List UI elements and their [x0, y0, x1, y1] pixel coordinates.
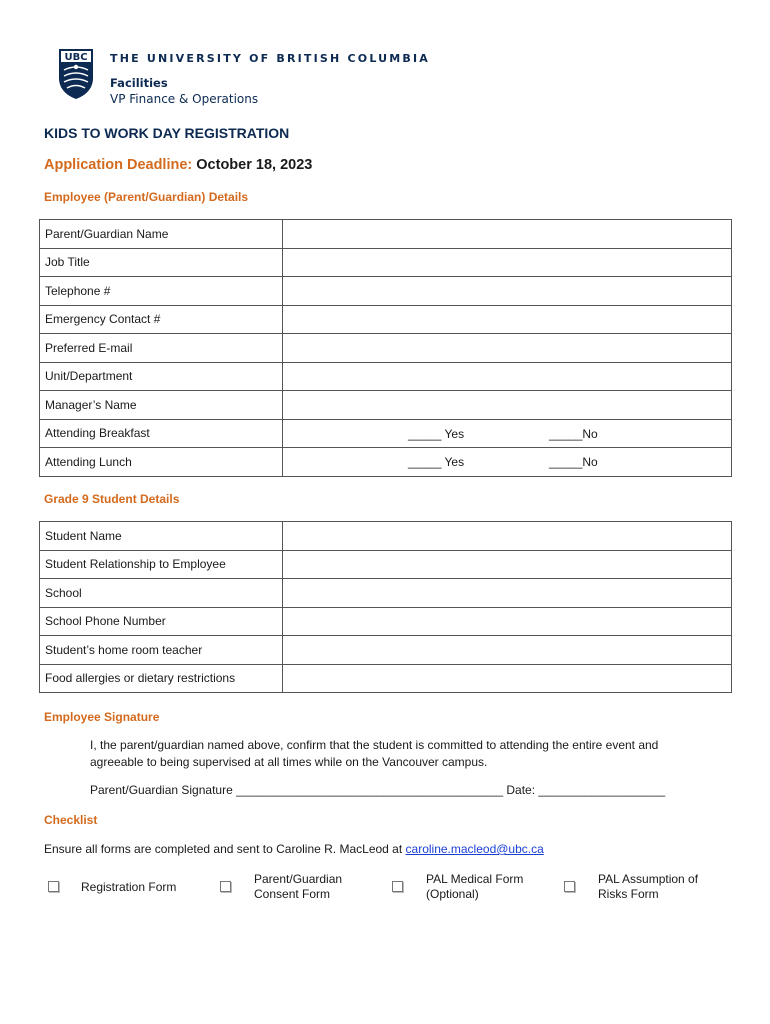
consent-form-checkbox[interactable] — [220, 881, 231, 892]
table-row — [40, 550, 732, 579]
table-row — [40, 522, 732, 551]
row-label: Emergency Contact # — [40, 305, 283, 334]
breakfast-no-option[interactable]: _____No — [549, 426, 598, 441]
row-label: Preferred E-mail — [40, 334, 283, 363]
job-title-field[interactable] — [283, 248, 732, 277]
ubc-crest-logo — [58, 48, 94, 100]
signature-section-heading: Employee Signature — [44, 710, 160, 724]
homeroom-teacher-field[interactable] — [283, 636, 732, 665]
lunch-choice-cell — [283, 448, 732, 477]
emergency-contact-field[interactable] — [283, 305, 732, 334]
logo-text: UBC — [64, 52, 88, 63]
table-row — [40, 220, 732, 249]
row-label: Job Title — [40, 248, 283, 277]
lunch-yes-option[interactable]: _____ Yes — [408, 455, 465, 469]
breakfast-choice-cell — [283, 419, 732, 448]
assumption-of-risks-label: PAL Assumption of Risks Form — [598, 872, 699, 901]
row-label: Student’s home room teacher — [40, 636, 283, 665]
parent-statement: I, the parent/guardian named above, confirm that the student is committed to attending the entire event and agreeable to being supervised at all times while on the Vancouver campus. — [90, 738, 659, 769]
school-field[interactable] — [283, 579, 732, 608]
parent-name-field[interactable] — [283, 220, 732, 249]
student-section-heading: Grade 9 Student Details — [44, 492, 180, 506]
division-name: VP Finance & Operations — [110, 92, 259, 106]
row-label: Telephone # — [40, 277, 283, 306]
employee-details-table — [39, 219, 732, 477]
university-name: THE UNIVERSITY OF BRITISH COLUMBIA — [110, 52, 431, 65]
department-name: Facilities — [110, 76, 168, 90]
student-details-table — [39, 521, 732, 693]
unit-department-field[interactable] — [283, 362, 732, 391]
employee-section-heading: Employee (Parent/Guardian) Details — [44, 190, 249, 204]
deadline-label: Application Deadline: — [44, 157, 193, 173]
email-field[interactable] — [283, 334, 732, 363]
checklist-heading: Checklist — [44, 813, 98, 827]
manager-name-field[interactable] — [283, 391, 732, 420]
row-label: Attending Lunch — [40, 448, 283, 477]
food-allergies-field[interactable] — [283, 664, 732, 693]
medical-form-label: PAL Medical Form (Optional) — [426, 872, 524, 901]
table-row — [40, 419, 732, 448]
row-label: Unit/Department — [40, 362, 283, 391]
assumption-of-risks-checkbox[interactable] — [564, 881, 575, 892]
instruction-text: Ensure all forms are completed and sent to Caroline R. MacLeod at — [44, 842, 403, 856]
row-label: Attending Breakfast — [40, 419, 283, 448]
table-row — [40, 277, 732, 306]
breakfast-yes-option[interactable]: _____ Yes — [408, 426, 465, 441]
contact-email-link[interactable]: caroline.macleod@ubc.ca — [405, 842, 544, 856]
signature-date-line[interactable]: Parent/Guardian Signature ________________________________________ Date: ___________________ — [90, 783, 666, 797]
row-label: Student Name — [40, 522, 283, 551]
row-label: Manager’s Name — [40, 391, 283, 420]
row-label: Student Relationship to Employee — [40, 550, 283, 579]
checklist-instruction — [44, 842, 544, 856]
registration-form-checkbox[interactable] — [48, 881, 59, 892]
table-row — [40, 607, 732, 636]
medical-form-checkbox[interactable] — [392, 881, 403, 892]
table-row — [40, 579, 732, 608]
table-row — [40, 636, 732, 665]
registration-form-label: Registration Form — [81, 880, 177, 894]
table-row — [40, 664, 732, 693]
table-row — [40, 448, 732, 477]
row-label: School Phone Number — [40, 607, 283, 636]
letterhead — [58, 48, 478, 112]
student-name-field[interactable] — [283, 522, 732, 551]
application-deadline — [44, 157, 312, 173]
consent-form-label: Parent/Guardian Consent Form — [254, 872, 343, 901]
row-label: Parent/Guardian Name — [40, 220, 283, 249]
table-row — [40, 305, 732, 334]
school-phone-field[interactable] — [283, 607, 732, 636]
relationship-field[interactable] — [283, 550, 732, 579]
deadline-value: October 18, 2023 — [196, 157, 313, 173]
table-row — [40, 248, 732, 277]
row-label: Food allergies or dietary restrictions — [40, 664, 283, 693]
table-row — [40, 391, 732, 420]
table-row — [40, 362, 732, 391]
row-label: School — [40, 579, 283, 608]
lunch-no-option[interactable]: _____No — [549, 455, 598, 469]
table-row — [40, 334, 732, 363]
telephone-field[interactable] — [283, 277, 732, 306]
page-title: KIDS TO WORK DAY REGISTRATION — [44, 125, 290, 141]
